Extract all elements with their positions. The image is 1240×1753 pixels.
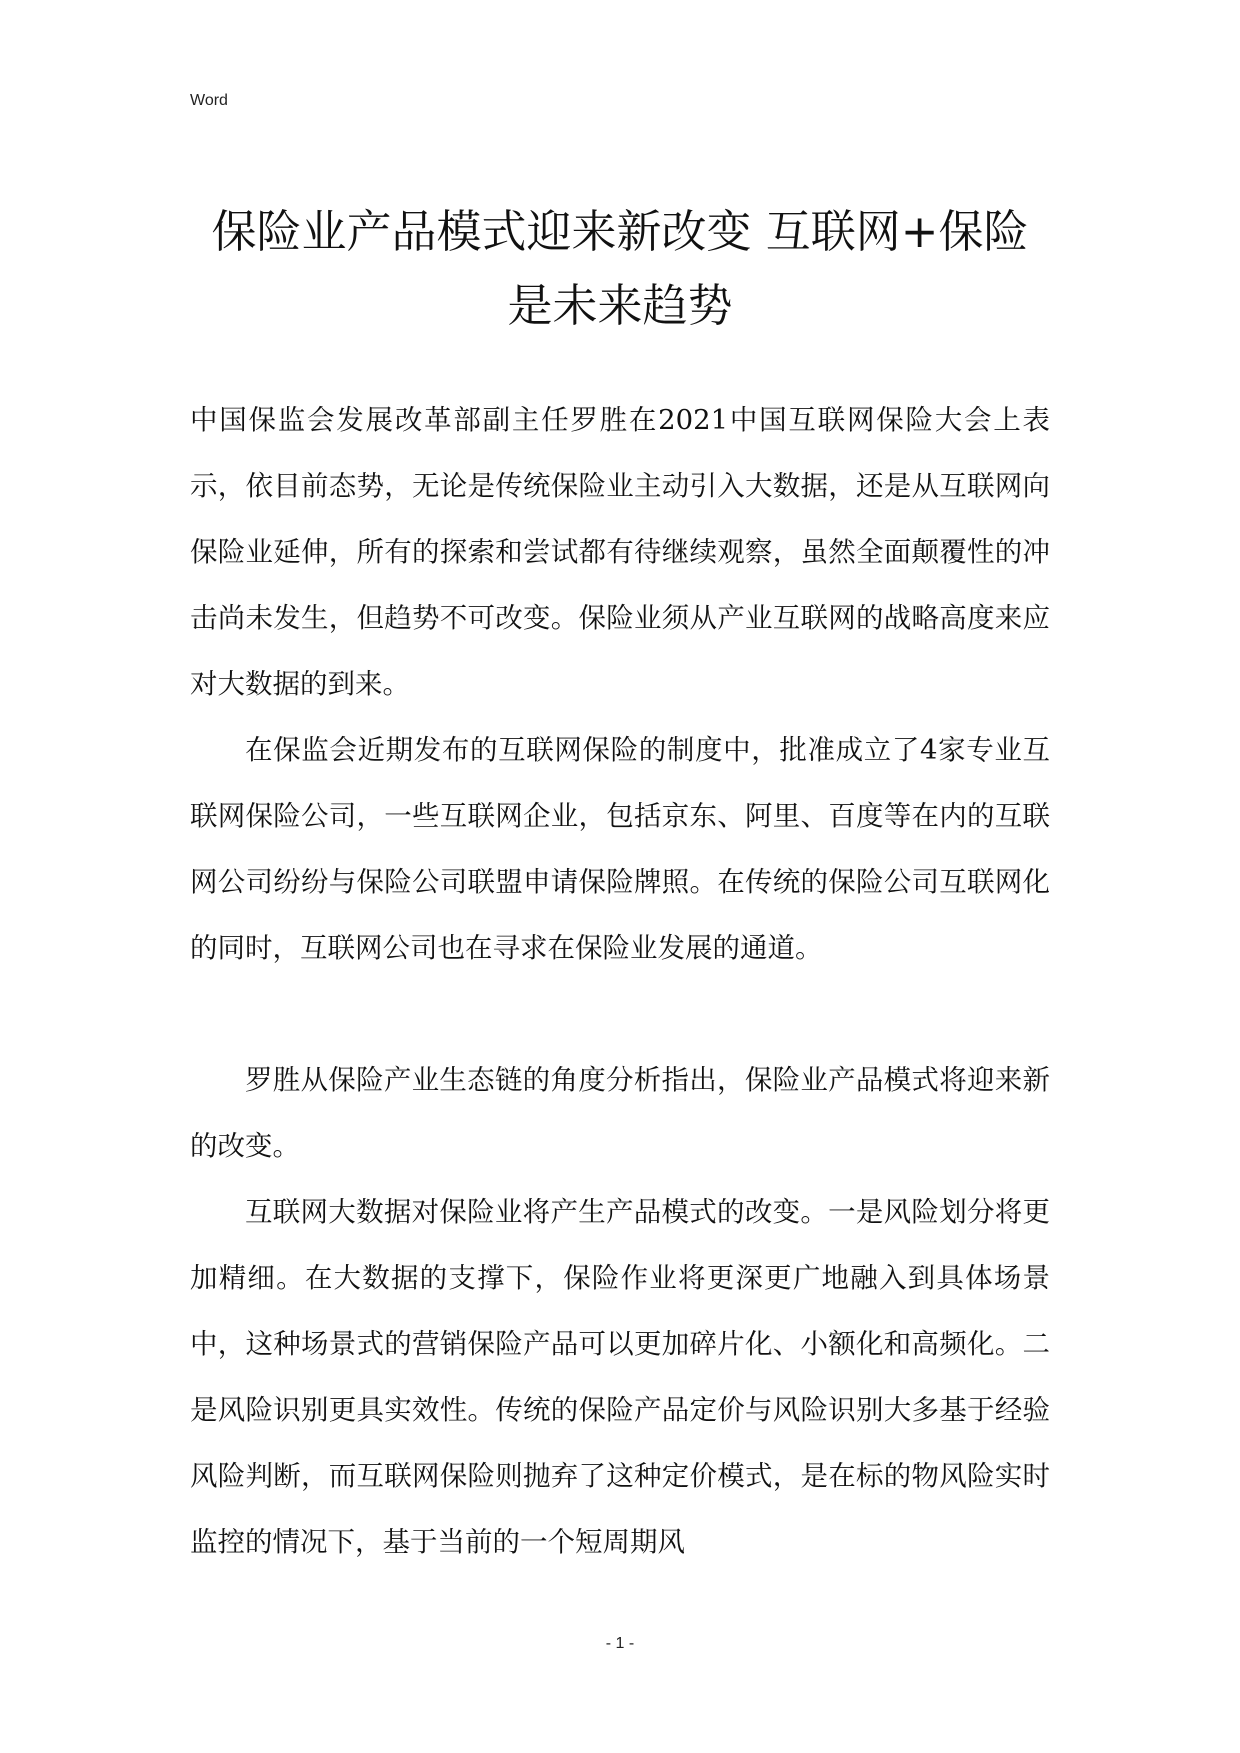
- paragraph-3: 罗胜从保险产业生态链的角度分析指出，保险业产品模式将迎来新的改变。: [190, 1064, 1050, 1162]
- page-number: - 1 -: [605, 1635, 635, 1652]
- document-title: [150, 195, 1090, 343]
- title-line-2: 是未来趋势: [507, 279, 733, 332]
- title-line-1: 保险业产品模式迎来新改变 互联网+保险: [211, 205, 1029, 258]
- paragraph-2: 在保监会近期发布的互联网保险的制度中，批准成立了4家专业互联网保险公司，一些互联网企业，包括京东、阿里、百度等在内的互联网公司纷纷与保险公司联盟申请保险牌照。在传统的保险公司互联网化的同时，互联网公司也在寻求在保险业发展的通道。: [190, 734, 1050, 964]
- paragraph-1: 中国保监会发展改革部副主任罗胜在2021中国互联网保险大会上表示，依目前态势，无论是传统保险业主动引入大数据，还是从互联网向保险业延伸，所有的探索和尝试都有待继续观察，虽然全面颠覆性的冲击尚未发生，但趋势不可改变。保险业须从产业互联网的战略高度来应对大数据的到来。: [190, 404, 1050, 700]
- header-label: Word: [190, 92, 228, 109]
- paragraph-4: 互联网大数据对保险业将产生产品模式的改变。一是风险划分将更加精细。在大数据的支撑下，保险作业将更深更广地融入到具体场景中，这种场景式的营销保险产品可以更加碎片化、小额化和高频化。二是风险识别更具实效性。传统的保险产品定价与风险识别大多基于经验风险判断，而互联网保险则抛弃了这种定价模式，是在标的物风险实时监控的情况下，基于当前的一个短周期风: [190, 1196, 1050, 1558]
- document-body: [190, 387, 1050, 1575]
